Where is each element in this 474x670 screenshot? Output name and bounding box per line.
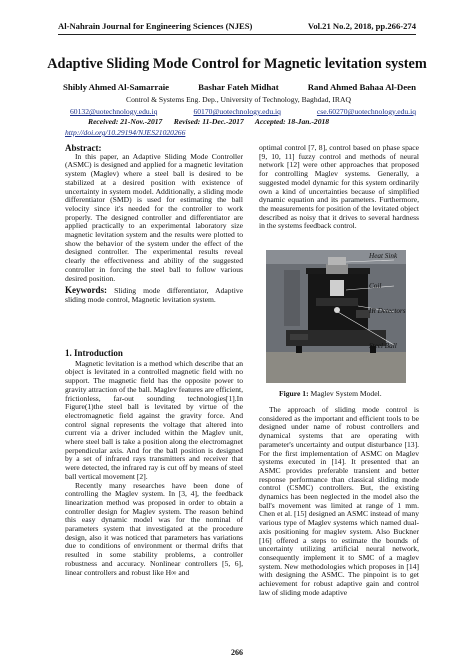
author-3: Rand Ahmed Bahaa Al-Deen [307,82,416,92]
accepted-date: Accepted: 18-Jan.-2018 [254,117,330,126]
page-number: 266 [231,648,243,657]
volume-info: Vol.21 No.2, 2018, pp.266-274 [307,21,416,31]
journal-name: Al-Nahrain Journal for Engineering Sciences (NJES) [58,21,253,31]
right-paragraph-1: optimal control [7, 8], control based on phase space [9, 10, 11] fuzzy control and methods of neural network [12] were other approaches that proposed for controlling Maglev systems. Generally, a suggested model dynamic for this system ordinarily own a kind of uncertainties because of simplified dynamic equation and its parameters. Furthermore, the measurements for position of the levitated object described as noisy that it drives to several hardness in the systems feedback control. [259,143,419,231]
label-heat-sink: Heat Sink [369,252,398,260]
author-1: Shibly Ahmed Al-Samarraie [63,82,170,92]
keywords-block [65,286,243,304]
header-rule [58,34,416,35]
intro-heading: 1. Introduction [65,348,123,358]
email-link-2[interactable]: 60170@uotechnology.edu.iq [193,107,281,116]
right-paragraph-2: The approach of sliding mode control is considered as the important and efficient tools to be designed under name of robust controllers and dynamical systems that are operating with parameter's uncertainty and output disturbance [13]. For the first implementation of ASMC on Maglev systems executed in [14]. It presented that an ASMC provides preferable transient and better response performance than classical sliding mode control (CSMC) controllers. But, the existing dynamics has been neglected in the model also the ball's movement was limited at range of 1 mm. Chen et al. [15] designed an ASMC instead of many various type of Maglev systems which named dual-axis positioning for maglev system. Also Buckner [16] offered a steps to estimate the bounds of uncertainty utilizing artificial neural network, consequently implement it to SMC of a maglev system. New methodologies which proposes in [14] with designing the ASMC. The pinpoint is to get achievement for robust adaptive gain and control law of sliding mode adaptive [259,405,419,597]
intro-paragraph-1: Magnetic levitation is a method which describe that an object is levitated in a controlled magnetic field with no support. The magnetic field has the opposite power to gravity attraction of the ball. Maglev features are efficient, frictionless, far-out sounding technologies[1].In Figure(1)the steel ball is levitated by virtue of the electromagnetic field against the gravity force. And control signal represents the voltage that altered into current via a driver included within the Maglev unit, where steel ball is take a position along the electromagnet perpendicular axis. And for the ball position is designed by a set of infrared rays transmitters and receiver that were detected, the infrared ray is cut off by means of steel ball vertical movement [2]. [65,358,243,481]
abstract-heading: Abstract: [65,143,102,153]
right-column-top [259,144,419,231]
running-header [58,21,416,31]
right-column-bottom [259,406,419,597]
label-ir-detectors: IR Detectors [369,307,406,315]
maglev-illustration [266,250,406,383]
caption-label: Figure 1: [279,389,309,398]
email-list [70,107,416,116]
maglev-photo [266,250,406,383]
affiliation: Control & Systems Eng. Dep., University of Technology, Baghdad, IRAQ [126,95,351,104]
doi-link[interactable]: http://doi.org/10.29194/NJES21020266 [65,128,186,137]
label-steel-ball: Steel Ball [369,342,397,350]
email-link-1[interactable]: 60132@uotechnology.edu.iq [70,107,158,116]
keywords-label: Keywords: [65,285,107,296]
dates-line [88,117,329,126]
received-date: Received: 21-Nov.-2017 [88,117,163,126]
intro-paragraph-2: Recently many researches have been done of controlling the Maglev system. In [3, 4], the feedback linearization method was proposed in order to obtain a controller design for Maglev system. The reason behind this easy dynamic model was for the nominal of parameters system that investigated at the procedure design, also it was noticed that parameters has variations due to conditions of environment or thermal drifts that resulted in some stability problems, a controller robustness and accuracy. Nonlinear controllers [5, 6], linear controllers and robust like H∞ and [65,480,243,577]
abstract-text: In this paper, an Adaptive Sliding Mode Controller (ASMC) is designed and applied for a magnetic levitation system (Maglev) where a steel ball is desired to be stabilized at a desired position with existence of uncertainty in system model. Additionally, a sliding mode differentiator (SMD) is used for estimating the ball velocity since it's needed for the controller to work properly. The designed controller and differentiator are applied practically to an experimental laboratory size magnetic levitation system and the results were plotted to show the behavior of the system under the effect of the designed controller. The experimental results reveal clearly the effectiveness and ability of the suggested controller in forcing the steel ball to follow various desired position. [65,151,243,283]
author-2: Bashar Fateh Midhat [198,82,279,92]
paper-title: Adaptive Sliding Mode Control for Magnetic levitation system [47,56,427,72]
caption-text: Maglev System Model. [310,389,382,398]
figure-caption [279,389,382,398]
introduction-section [65,349,243,577]
abstract-section [65,144,243,305]
label-coil: Coil [369,282,382,290]
email-link-3[interactable]: cse.60270@uotechnology.edu.iq [316,107,416,116]
author-list [63,82,416,92]
keywords-text: Sliding mode differentiator, Adaptive sliding mode control, Magnetic levitation system. [65,286,243,304]
revised-date: Revised: 11-Dec.-2017 [173,117,244,126]
